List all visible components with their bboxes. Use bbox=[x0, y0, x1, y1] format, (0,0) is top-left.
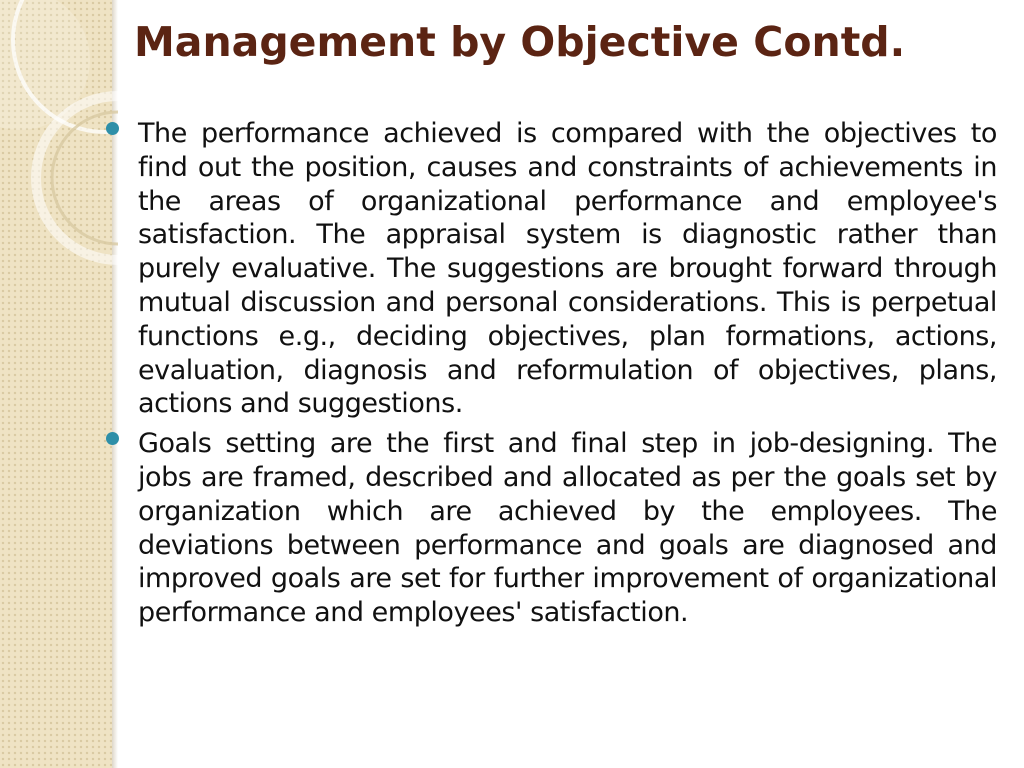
decorative-rings-graphic bbox=[0, 0, 118, 768]
bullet-dot-icon bbox=[106, 432, 119, 445]
bullet-list bbox=[106, 117, 997, 636]
bullet-item bbox=[106, 117, 997, 421]
slide-title: Management by Objective Contd. bbox=[134, 18, 906, 66]
bullet-item bbox=[106, 427, 997, 630]
bullet-text: The performance achieved is compared with the objectives to find out the position, causes and constraints of achievements in the areas of organizational performance and employee's satisfaction. The appraisal system is diagnostic rather than purely evaluative. The suggestions are brought forward through mutual discussion and personal considerations. This is perpetual functions e.g., deciding objectives, plan formations, actions, evaluation, diagnosis and reformulation of objectives, plans, actions and suggestions. bbox=[138, 118, 997, 420]
bullet-dot-icon bbox=[106, 122, 119, 135]
bullet-text: Goals setting are the first and final step in job-designing. The jobs are framed, described and allocated as per the goals set by organization which are achieved by the employees. The deviations between performance and goals are diagnosed and improved goals are set for further improvement of organizational performance and employees' satisfaction. bbox=[138, 428, 997, 629]
